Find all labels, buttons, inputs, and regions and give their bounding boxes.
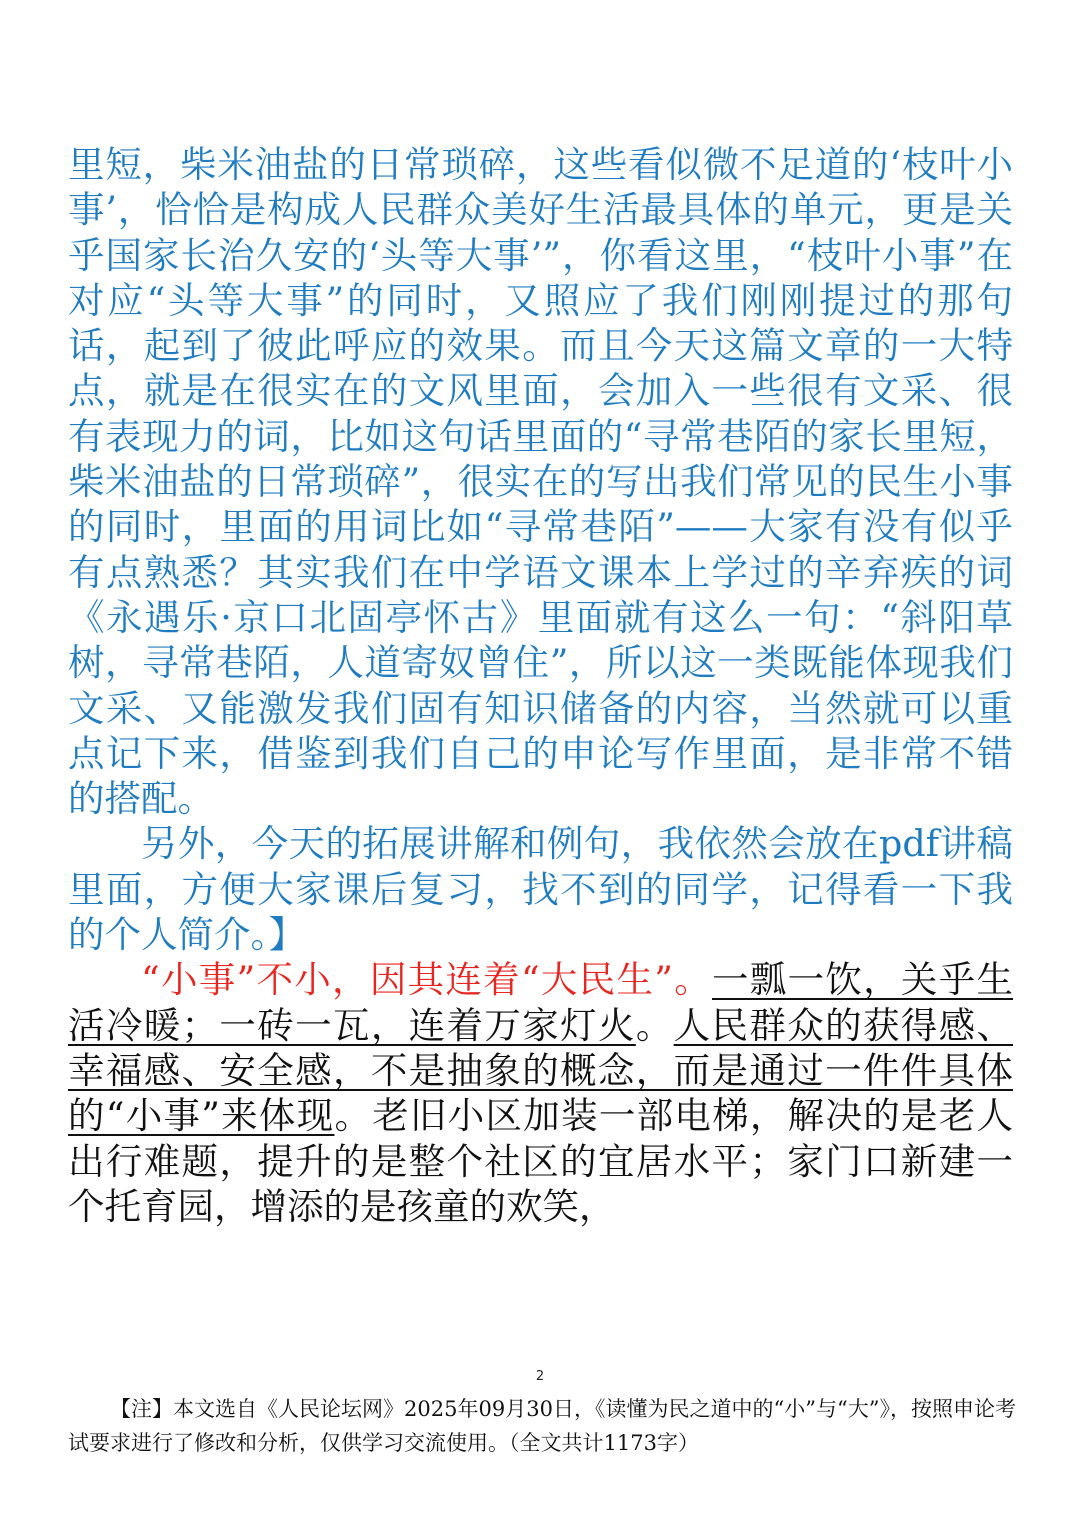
page-number: 2: [535, 1369, 545, 1384]
underlined-sentence-1: 一瓢一饮，关乎生活冷暖；一砖一瓦，连着万家灯火: [68, 958, 1014, 1047]
document-body: [68, 142, 1013, 1229]
blue-note-paragraph: 另外，今天的拓展讲解和例句，我依然会放在pdf讲稿里面，方便大家课后复习，找不到的同学，记得看一下我的个人简介。】: [68, 822, 1013, 957]
essay-paragraph: [68, 957, 1013, 1229]
sentence-period: 。: [635, 1003, 674, 1047]
red-subheading: “小事”不小，因其连着“大民生”。: [141, 958, 712, 1002]
underlined-sentence-2: 人民群众的获得感、幸福感、安全感，不是抽象的概念，而是通过一件件具体的“小事”来体现: [68, 1003, 1014, 1138]
essay-continuation: 。老旧小区加装一部电梯，解决的是老人出行难题，提升的是整个社区的宜居水平；家门口新建一个托育园，增添的是孩童的欢笑，: [68, 1094, 1014, 1228]
blue-commentary-paragraph: 里短，柴米油盐的日常琐碎，这些看似微不足道的‘枝叶小事’，恰恰是构成人民群众美好生活最具体的单元，更是关乎国家长治久安的‘头等大事’”，你看这里，“枝叶小事”在对应“头等大事”的同时，又照应了我们刚刚提过的那句话，起到了彼此呼应的效果。而且今天这篇文章的一大特点，就是在很实在的文风里面，会加入一些很有文采、很有表现力的词，比如这句话里面的“寻常巷陌的家长里短，柴米油盐的日常琐碎”，很实在的写出我们常见的民生小事的同时，里面的用词比如“寻常巷陌”——大家有没有似乎有点熟悉？其实我们在中学语文课本上学过的辛弃疾的词《永遇乐·京口北固亭怀古》里面就有这么一句：“斜阳草树，寻常巷陌，人道寄奴曾住”，所以这一类既能体现我们文采、又能激发我们固有知识储备的内容，当然就可以重点记下来，借鉴到我们自己的申论写作里面，是非常不错的搭配。: [68, 143, 1013, 821]
source-footnote: 【注】本文选自《人民论坛网》2025年09月30日，《读懂为民之道中的“小”与“大”》，按照申论考试要求进行了修改和分析，仅供学习交流使用。（全文共计1173字）: [68, 1397, 1016, 1455]
